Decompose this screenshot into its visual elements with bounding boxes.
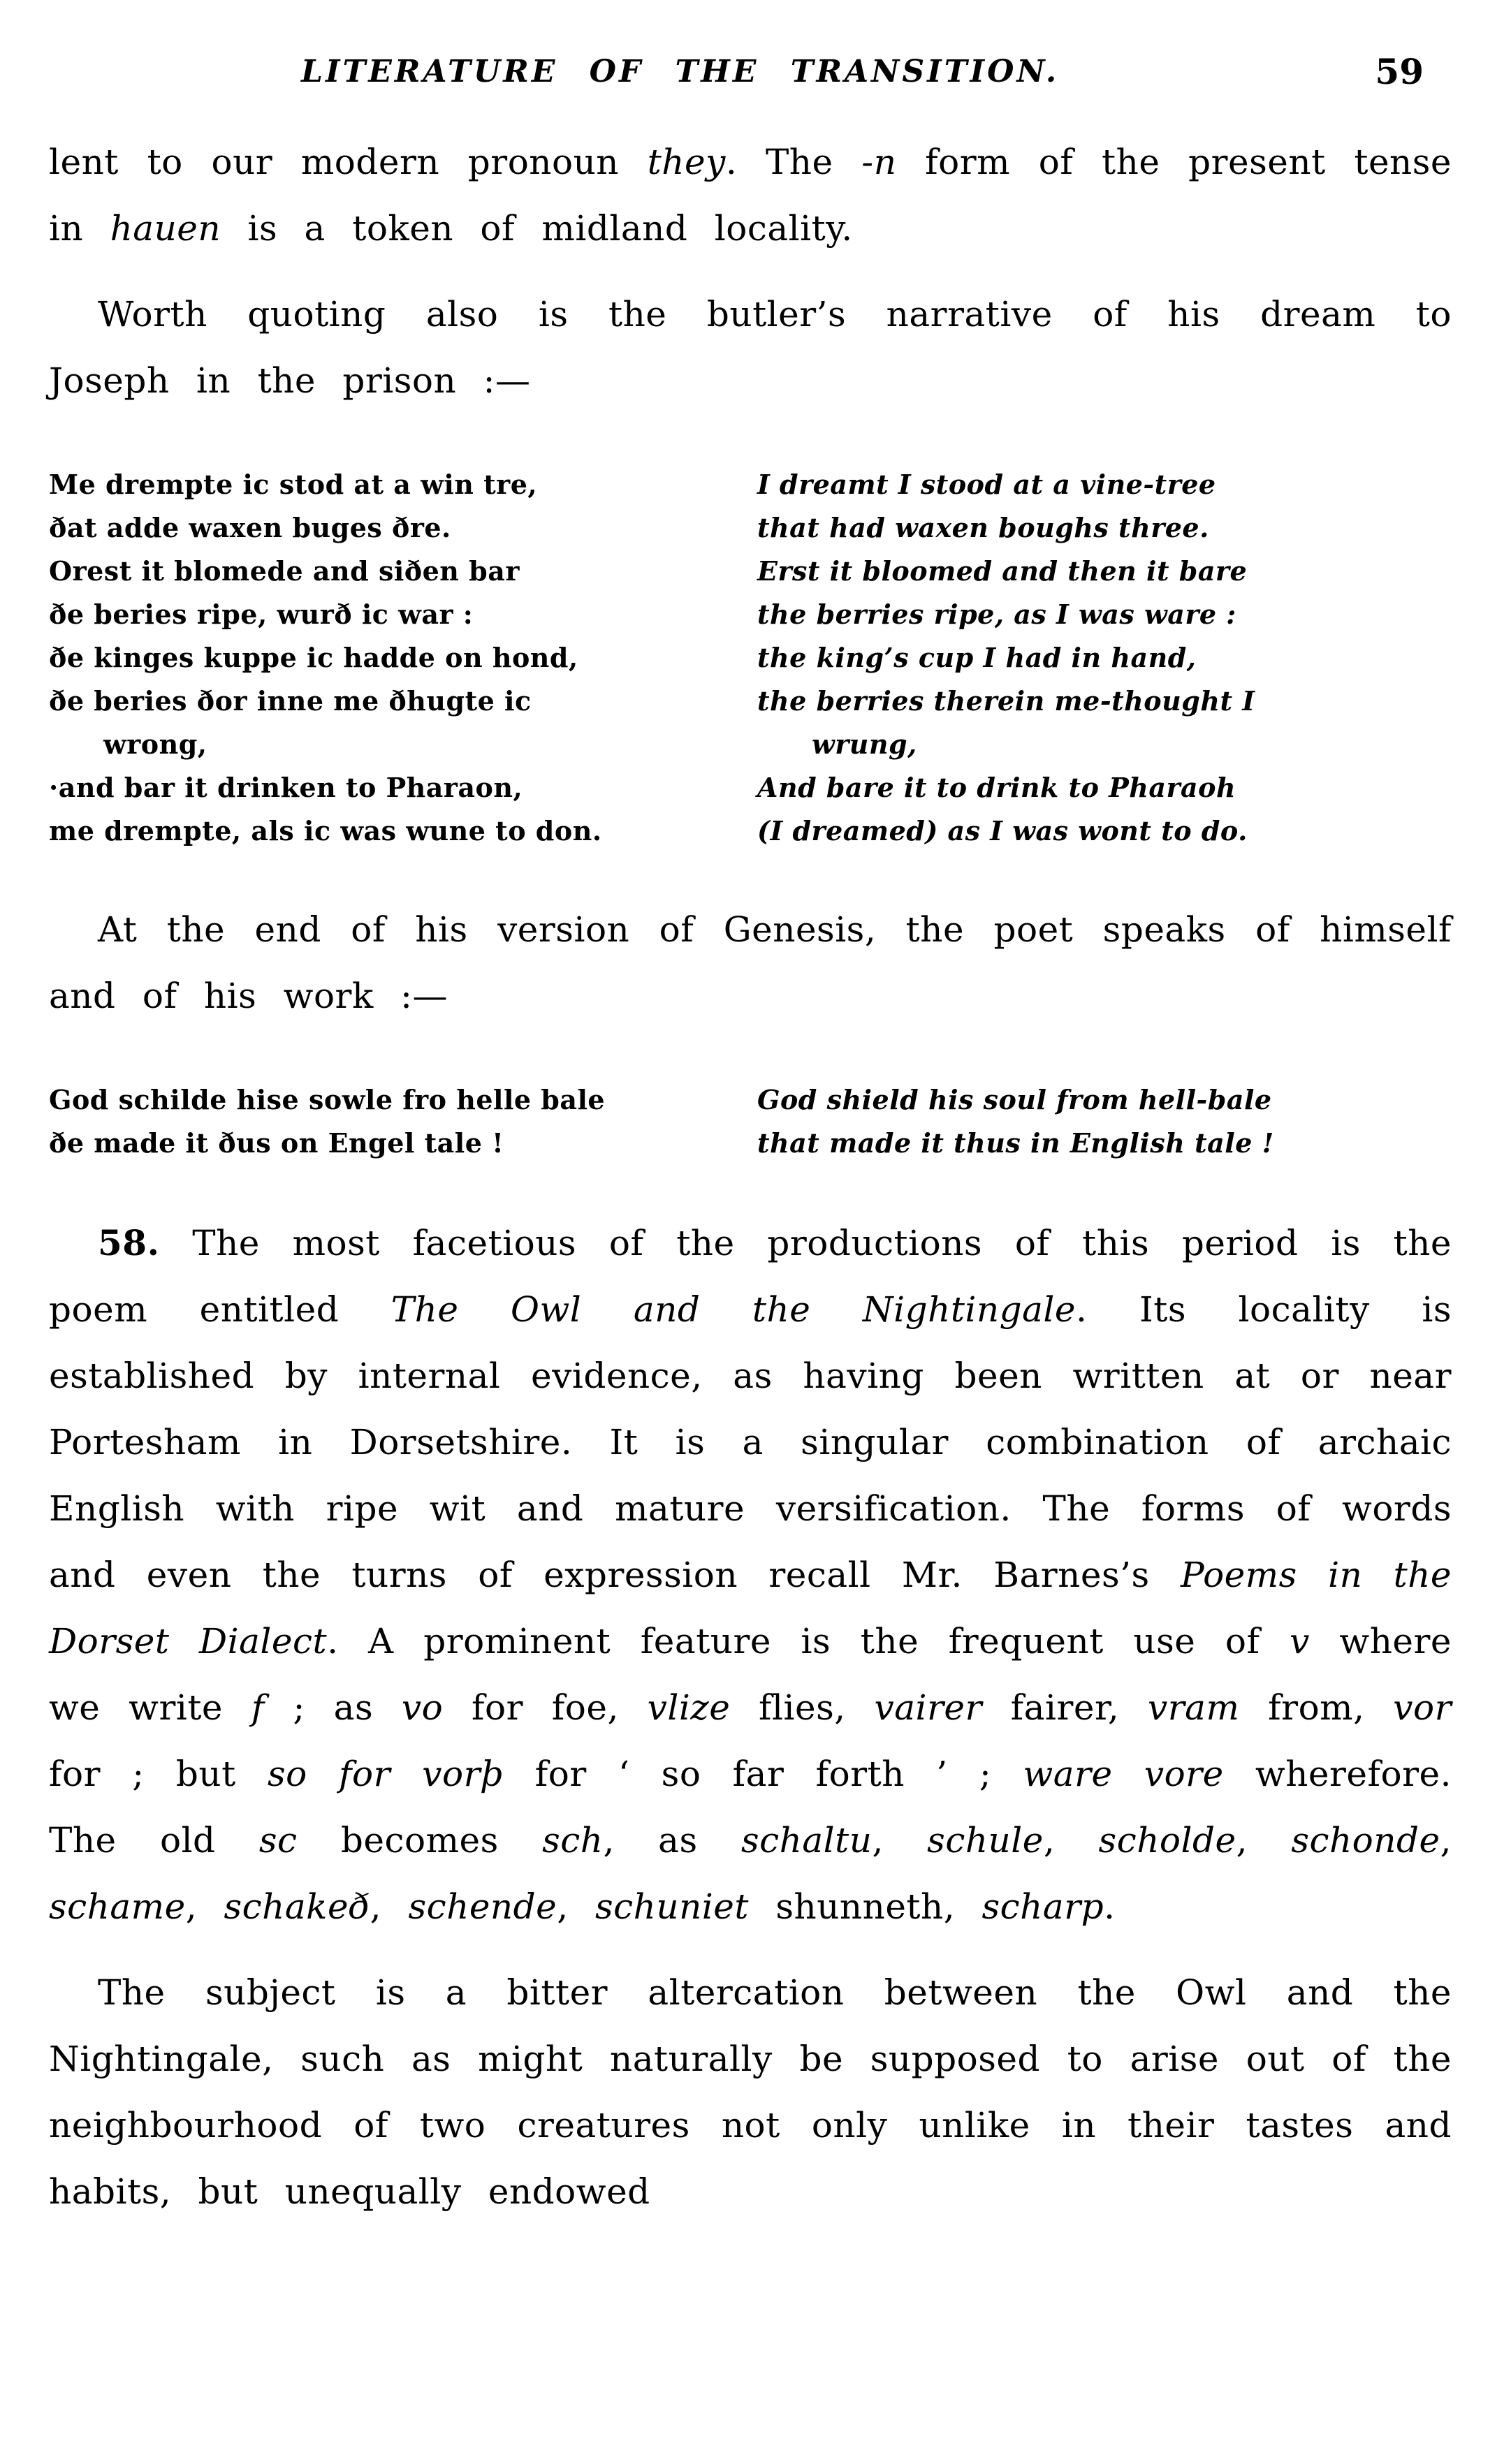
italic-text-run: they [647, 142, 726, 182]
verse-line: the berries ripe, as I was ware : [757, 598, 1236, 630]
verse-line: ðe beries ripe, wurð ic war : [49, 598, 474, 630]
bold-text-run: 58. [98, 1222, 160, 1264]
italic-text-run: vor [1393, 1687, 1452, 1729]
verse-line: that made it thus in English tale ! [757, 1127, 1274, 1159]
italic-text-run: schonde [1291, 1820, 1440, 1861]
paragraph-section-58-owl-nightingale [49, 1210, 1452, 1940]
text-run: for ‘ so far forth ’ ; [503, 1754, 1023, 1795]
italic-text-run: schaltu [740, 1820, 873, 1861]
paragraph-subject-altercation [49, 1960, 1452, 2225]
page-body [49, 129, 1452, 2225]
italic-text-run: schende [408, 1886, 557, 1928]
text-run: becomes [297, 1820, 543, 1861]
verse-line: Erst it bloomed and then it bare [757, 555, 1248, 587]
italic-text-run: The Owl and the Nightingale [390, 1289, 1076, 1330]
text-run: fairer, [981, 1687, 1148, 1729]
italic-text-run: schame [49, 1886, 186, 1928]
running-header [49, 38, 1452, 122]
text-run: , [185, 1886, 224, 1928]
italic-text-run: vlize [647, 1687, 731, 1729]
verse-line: that had waxen boughs three. [757, 511, 1209, 543]
text-run: wherefore. The old [49, 1754, 1452, 1861]
text-run: where we write [49, 1621, 1452, 1729]
paragraph-genesis-end [49, 897, 1452, 1029]
text-run: . [1104, 1886, 1116, 1928]
text-run: , [1440, 1820, 1452, 1861]
verse-line: ðat adde waxen buges ðre. [49, 511, 451, 543]
italic-text-run: vo [401, 1687, 444, 1729]
verse-line: wrong, [103, 728, 207, 760]
verse-translation-column [750, 1078, 1452, 1165]
text-run: is a token of midland locality. [221, 208, 853, 249]
text-run: , as [603, 1820, 741, 1861]
verse-block-butlers-dream [49, 463, 1452, 852]
verse-line: ·and bar it drinken to Pharaon, [49, 771, 523, 803]
italic-text-run: scharp [981, 1886, 1104, 1928]
italic-text-run: Poems in the Dorset Dialect [49, 1555, 1452, 1662]
text-run: , [1236, 1820, 1292, 1861]
italic-text-run: sch [542, 1820, 604, 1861]
text-run: . A prominent feature is the frequent use of [327, 1621, 1290, 1662]
italic-text-run: schule [927, 1820, 1044, 1861]
verse-line: the berries therein me-thought I [757, 684, 1255, 717]
page-number: 59 [1375, 51, 1424, 92]
text-run: ; as [264, 1687, 402, 1729]
verse-line: ðe made it ðus on Engel tale ! [49, 1127, 504, 1159]
italic-text-run: sc [258, 1820, 298, 1861]
verse-line: And bare it to drink to Pharaoh [757, 771, 1236, 803]
italic-text-run: vram [1148, 1687, 1240, 1729]
text-run: , [557, 1886, 596, 1928]
verse-line: wrung, [812, 728, 917, 760]
italic-text-run: f [251, 1687, 265, 1729]
italic-text-run: scholde [1098, 1820, 1236, 1861]
text-run: flies, [730, 1687, 875, 1729]
text-run: . The [725, 142, 862, 182]
italic-text-run: so for vorþ [267, 1754, 504, 1795]
text-run: , [1043, 1820, 1099, 1861]
text-run: from, [1239, 1687, 1394, 1729]
text-run: At the end of his version of Genesis, the poet speaks of himself and of his work :— [49, 909, 1452, 1017]
paragraph-worth-quoting [49, 281, 1452, 414]
italic-text-run: schakeð [224, 1886, 370, 1928]
verse-line: me drempte, als ic was wune to don. [49, 814, 602, 846]
text-run: , [370, 1886, 409, 1928]
text-run: form of the present tense in [49, 142, 1452, 249]
verse-block-god-schilde [49, 1078, 1452, 1165]
verse-line: ðe beries ðor inne me ðhugte ic [49, 684, 532, 717]
verse-line: the king’s cup I had in hand, [757, 641, 1197, 673]
italic-text-run: ware vore [1023, 1754, 1224, 1795]
text-run: The subject is a bitter altercation between the Owl and the Nightingale, such as might naturally be supposed to arise out of the neighbourhood of two creatures not only unlike in their tastes and habits, but unequally endowed [49, 1972, 1452, 2213]
verse-line: God shield his soul from hell-bale [757, 1084, 1272, 1116]
verse-line: Orest it blomede and siðen bar [49, 555, 520, 587]
verse-original-column [49, 1078, 750, 1165]
text-run: for foe, [443, 1687, 648, 1729]
text-run: Worth quoting also is the butler’s narrative of his dream to Joseph in the prison :— [49, 294, 1452, 401]
running-header-title: LITERATURE OF THE TRANSITION. [301, 54, 1060, 89]
verse-original-column [49, 463, 750, 852]
verse-line: ðe kinges kuppe ic hadde on hond, [49, 641, 578, 673]
verse-translation-column [750, 463, 1452, 852]
text-run: shunneth, [748, 1886, 982, 1928]
italic-text-run: -n [861, 142, 897, 182]
verse-line: God schilde hise sowle fro helle bale [49, 1084, 606, 1116]
verse-line: I dreamt I stood at a vine-tree [757, 469, 1216, 500]
text-run: , [872, 1820, 928, 1861]
italic-text-run: vairer [874, 1687, 982, 1729]
italic-text-run: v [1290, 1621, 1310, 1662]
paragraph-pronoun-continuation [49, 129, 1452, 262]
italic-text-run: schuniet [595, 1886, 749, 1928]
text-run: . Its locality is established by internal evidence, as having been written at or near Portesham in Dorsetshire. It is a singular combination of archaic English with ripe wit and mature versification. The forms of words and even the turns of expression recall Mr. Barnes’s [49, 1289, 1452, 1596]
italic-text-run: hauen [110, 208, 221, 249]
verse-line: (I dreamed) as I was wont to do. [757, 814, 1248, 846]
text-run: lent to our modern pronoun [49, 142, 648, 182]
text-run: The most facetious of the productions of this period is the poem entitled [49, 1223, 1452, 1330]
text-run: for ; but [49, 1754, 268, 1795]
verse-line: Me drempte ic stod at a win tre, [49, 469, 538, 500]
